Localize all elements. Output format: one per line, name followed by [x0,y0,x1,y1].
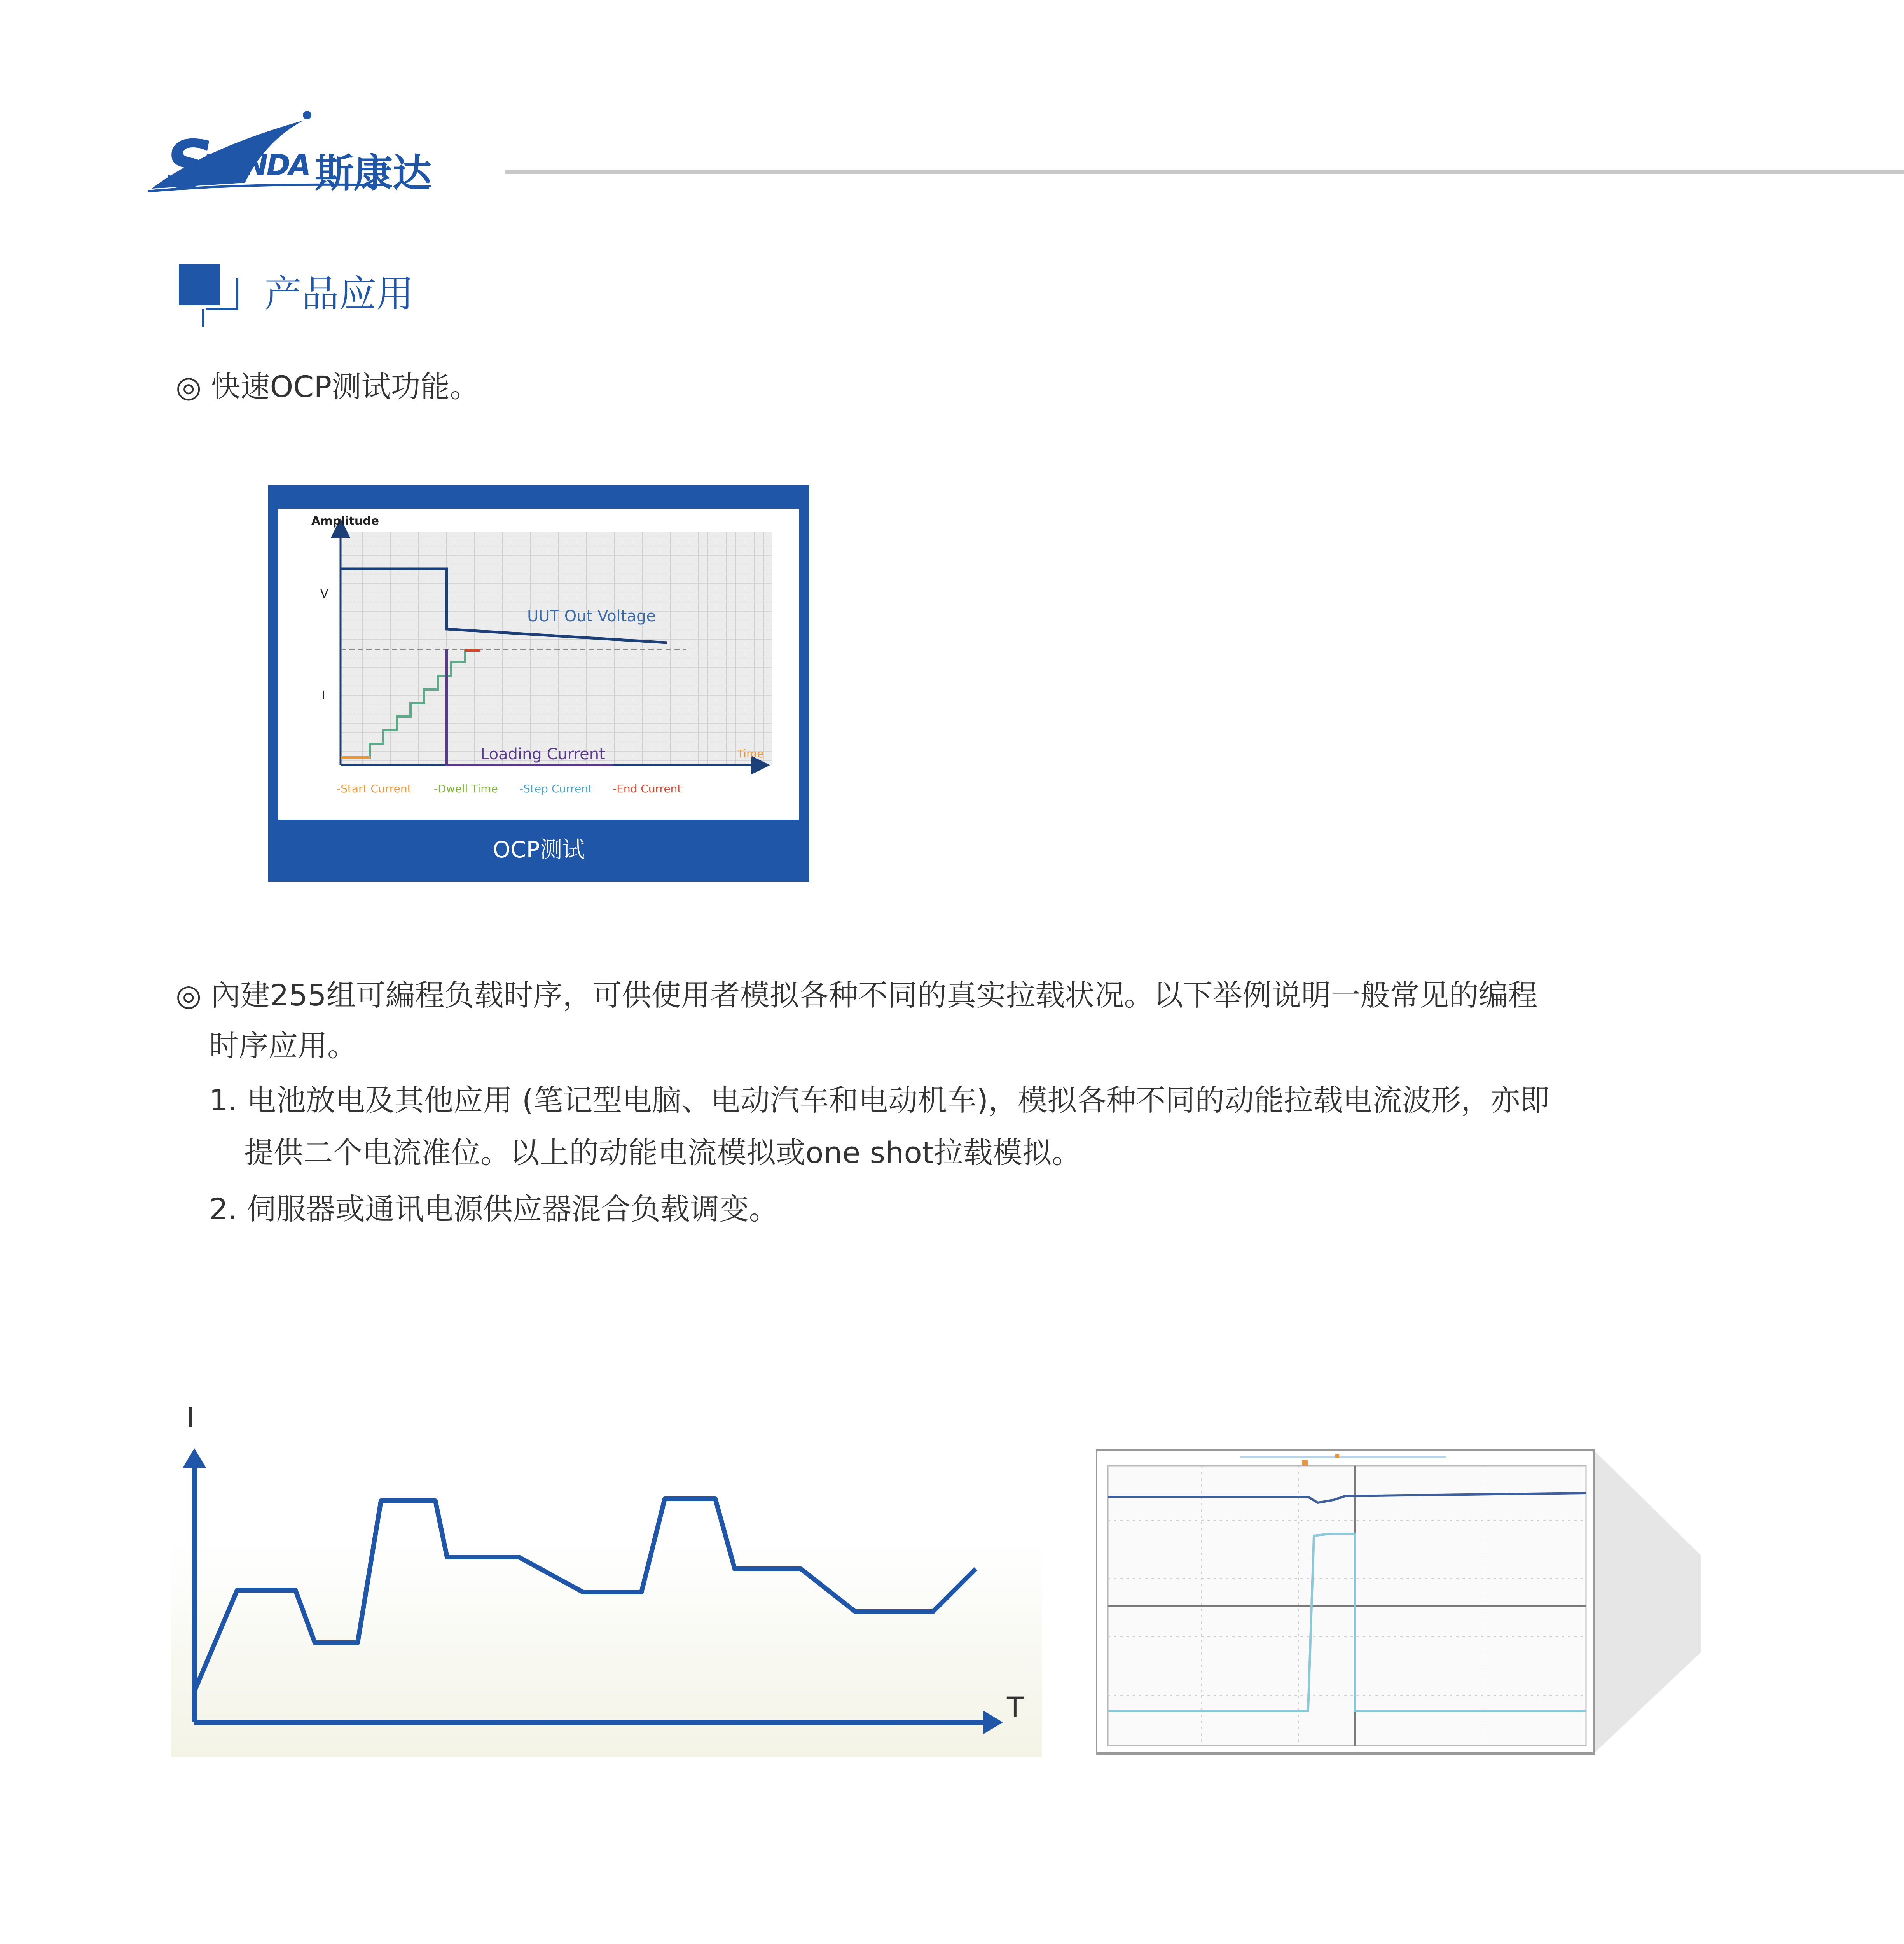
ocp-figure [268,485,809,882]
list-item-2: 2. 伺服器或通讯电源供应器混合负载调变。 [209,1192,779,1226]
header-rule [505,170,1904,174]
ocp-legend-end: -End Current [613,782,682,795]
bullet-programming-line1: ◎ 內建255组可編程负载时序，可供使用者模拟各种不同的真实拉载状况。以下举例说明一般常见的编程 [176,978,1538,1012]
logo-chinese: 斯康达 [315,150,431,196]
ocp-legend-start: -Start Current [337,782,412,795]
section-icon [179,264,241,327]
oscilloscope-screenshot [1096,1446,1703,1757]
ocp-legend-dwell: -Dwell Time [434,782,498,795]
section-title: 产品应用 [264,272,414,316]
bullet-ocp: ◎ 快速OCP测试功能。 [176,369,480,404]
ocp-legend-step: -Step Current [519,782,592,795]
ocp-v-label: V [320,587,328,601]
list-item-1-line2: 提供二个电流准位。以上的动能电流模拟或one shot拉载模拟。 [244,1135,1081,1170]
ocp-voltage-label: UUT Out Voltage [527,607,656,625]
bullet-programming-line2: 时序应用。 [209,1028,357,1063]
company-logo [148,105,451,203]
waveform-figure [171,1384,1042,1757]
ocp-y-axis-title: Amplitude [311,514,379,528]
logo-latin: KONDA [202,149,310,182]
ocp-x-end-label: Time [737,747,764,760]
waveform-x-label: T [1007,1691,1024,1723]
ocp-i-label: I [322,689,325,702]
logo-initial: S [165,126,213,203]
ocp-chart [278,509,799,820]
waveform-y-label: I [187,1402,195,1434]
ocp-caption: OCP测试 [493,836,585,863]
list-item-1-line1: 1. 电池放电及其他应用 (笔记型电脑、电动汽车和电动机车)，模拟各种不同的动能拉载电流波形，亦即 [209,1083,1550,1117]
ocp-current-label: Loading Current [480,745,605,763]
ocp-plot-area [278,509,799,820]
